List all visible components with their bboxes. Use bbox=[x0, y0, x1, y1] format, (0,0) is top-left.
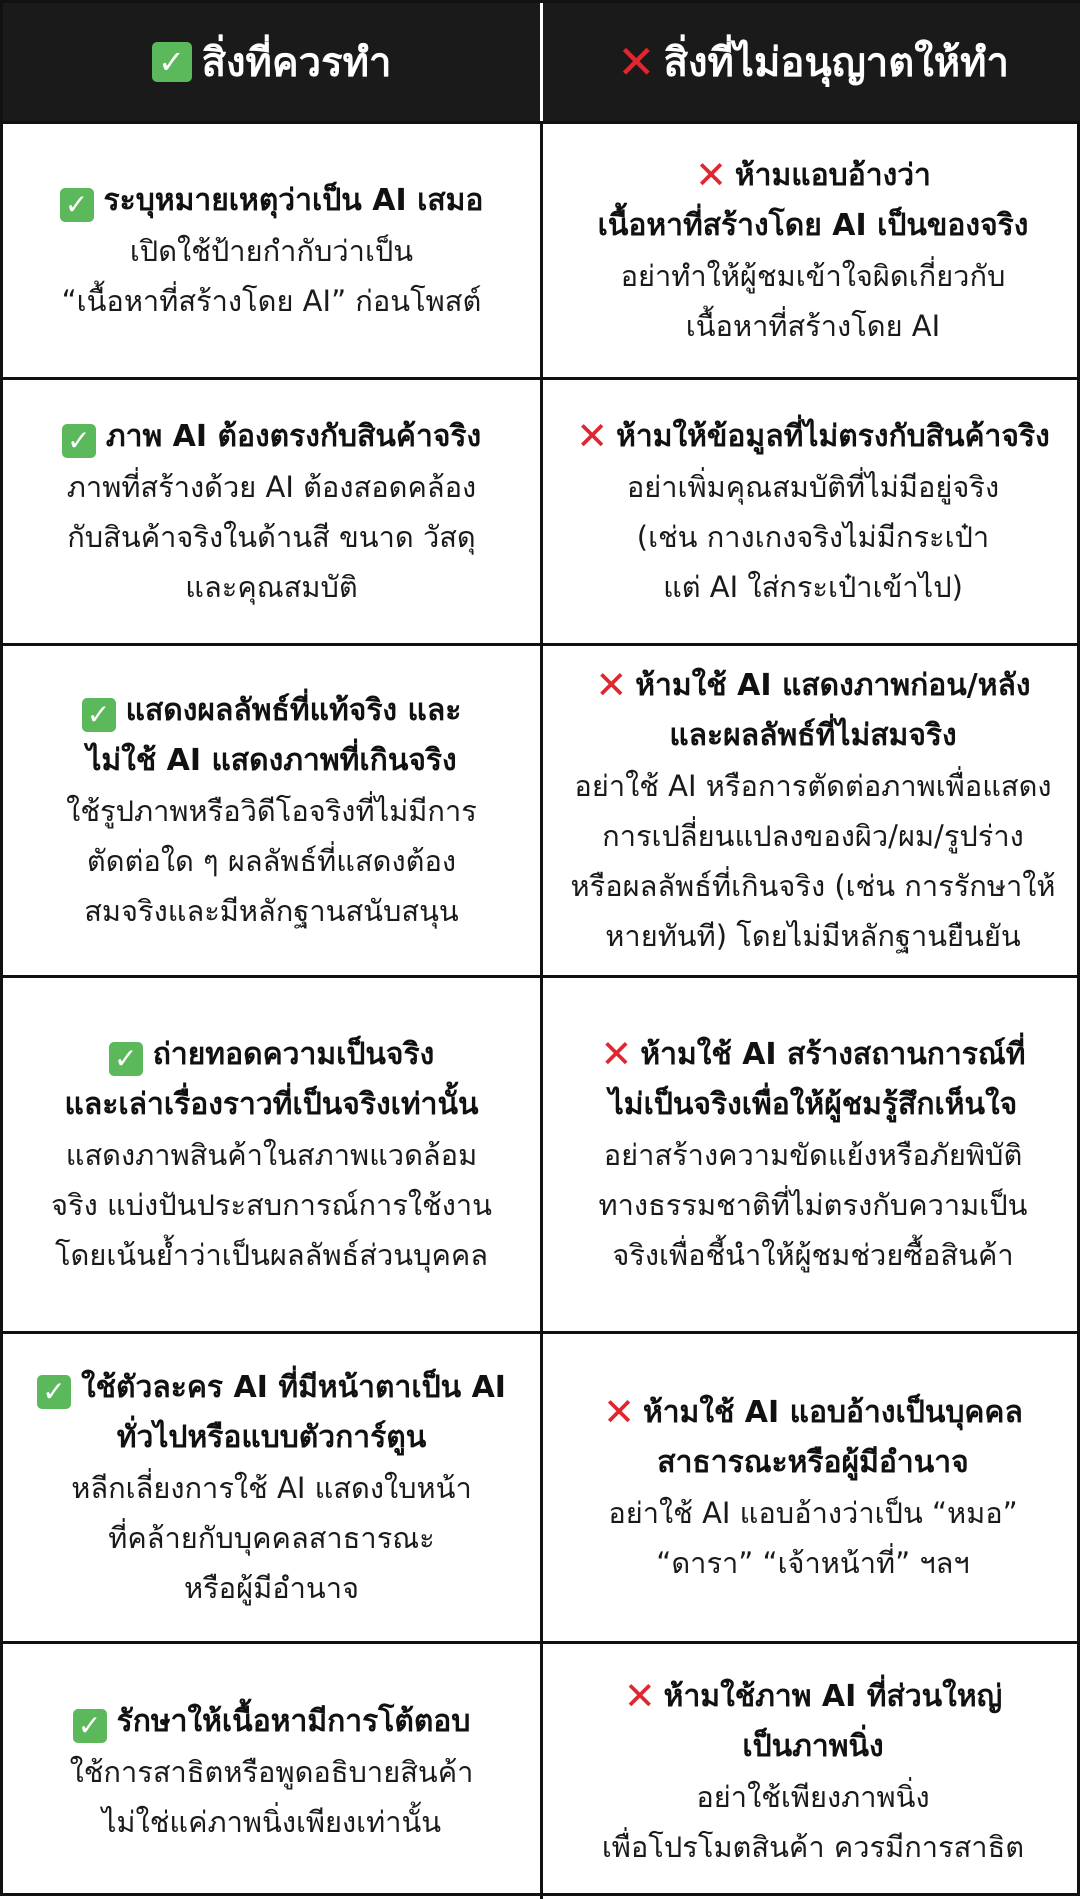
description-line: อย่าทำให้ผู้ชมเข้าใจผิดเกี่ยวกับ bbox=[620, 258, 1006, 293]
title-text: และผลลัพธ์ที่ไม่สมจริง bbox=[669, 717, 957, 753]
description-line: สมจริงและมีหลักฐานสนับสนุน bbox=[84, 893, 459, 928]
title-line bbox=[601, 1030, 1026, 1080]
cross-icon: ✕ bbox=[623, 1673, 656, 1718]
do-cell bbox=[3, 377, 543, 643]
do-title bbox=[62, 412, 481, 462]
title-line bbox=[576, 412, 1050, 462]
title-text: ห้ามใช้ภาพ AI ที่ส่วนใหญ่ bbox=[663, 1678, 1003, 1714]
dont-cell bbox=[543, 121, 1080, 377]
cross-icon: ✕ bbox=[603, 1389, 635, 1434]
do-description bbox=[70, 1747, 474, 1847]
description-line: เนื้อหาที่สร้างโดย AI bbox=[685, 308, 941, 343]
description-line: อย่าใช้ AI หรือการตัดต่อภาพเพื่อแสดง bbox=[574, 768, 1052, 803]
title-text: สาธารณะหรือผู้มีอำนาจ bbox=[657, 1444, 969, 1480]
dont-cell bbox=[543, 975, 1080, 1331]
title-text: เนื้อหาที่สร้างโดย AI เป็นของจริง bbox=[597, 207, 1029, 243]
description-line: หายทันที) โดยไม่มีหลักฐานยืนยัน bbox=[605, 918, 1021, 953]
dont-description bbox=[571, 761, 1056, 961]
do-column-header bbox=[3, 3, 543, 121]
title-line bbox=[73, 1697, 471, 1747]
check-icon: ✓ bbox=[73, 1709, 107, 1743]
description-line: การเปลี่ยนแปลงของผิว/ผม/รูปร่าง bbox=[602, 818, 1024, 853]
check-icon: ✓ bbox=[109, 1042, 143, 1076]
title-line bbox=[595, 711, 1030, 761]
dont-description bbox=[599, 1130, 1028, 1280]
do-description bbox=[66, 786, 477, 936]
description-line: จริง แบ่งปันประสบการณ์การใช้งาน bbox=[51, 1187, 492, 1222]
description-line: หลีกเลี่ยงการใช้ AI แสดงใบหน้า bbox=[71, 1470, 472, 1505]
description-line: อย่าใช้ AI แอบอ้างว่าเป็น “หมอ” bbox=[608, 1495, 1018, 1530]
check-icon: ✓ bbox=[82, 698, 116, 732]
title-line bbox=[598, 151, 1029, 201]
title-text: ภาพ AI ต้องตรงกับสินค้าจริง bbox=[105, 418, 482, 454]
do-cell bbox=[3, 1331, 543, 1641]
dont-description bbox=[627, 462, 999, 612]
title-text: แสดงผลลัพธ์ที่แท้จริง และ bbox=[125, 692, 462, 728]
description-line: ไม่ใช่แค่ภาพนิ่งเพียงเท่านั้น bbox=[101, 1804, 442, 1839]
dont-description bbox=[602, 1772, 1024, 1872]
do-description bbox=[67, 462, 476, 612]
description-line: เปิดใช้ป้ายกำกับว่าเป็น bbox=[129, 233, 414, 268]
description-line: ที่คล้ายกับบุคคลสาธารณะ bbox=[108, 1520, 435, 1555]
do-title bbox=[37, 1363, 506, 1463]
description-line: “ดารา” “เจ้าหน้าที่” ฯลฯ bbox=[656, 1545, 970, 1580]
title-line bbox=[598, 201, 1029, 251]
title-text: ใช้ตัวละคร AI ที่มีหน้าตาเป็น AI bbox=[81, 1369, 506, 1405]
do-header-title: สิ่งที่ควรทำ bbox=[201, 40, 392, 86]
title-line bbox=[65, 1030, 479, 1080]
dont-header-title: สิ่งที่ไม่อนุญาตให้ทำ bbox=[663, 40, 1009, 86]
title-line bbox=[595, 661, 1030, 711]
title-text: ห้ามแอบอ้างว่า bbox=[734, 157, 931, 193]
check-icon: ✓ bbox=[60, 188, 94, 222]
dont-title bbox=[601, 1030, 1026, 1130]
title-line bbox=[60, 176, 484, 226]
title-line bbox=[82, 686, 462, 736]
cross-icon: ✕ bbox=[595, 662, 628, 707]
title-line bbox=[603, 1388, 1023, 1438]
title-line bbox=[601, 1080, 1026, 1130]
dont-description bbox=[621, 251, 1006, 351]
description-line: หรือผู้มีอำนาจ bbox=[183, 1570, 360, 1605]
dont-cell bbox=[543, 377, 1080, 643]
title-line bbox=[624, 1722, 1002, 1772]
cross-icon: ✕ bbox=[695, 152, 727, 197]
do-description bbox=[62, 226, 482, 326]
title-text: รักษาให้เนื้อหามีการโต้ตอบ bbox=[116, 1703, 471, 1739]
description-line: แต่ AI ใส่กระเป๋าเข้าไป) bbox=[663, 569, 963, 604]
title-line bbox=[65, 1080, 479, 1130]
dont-column-header bbox=[543, 3, 1080, 121]
dont-description bbox=[608, 1488, 1017, 1588]
description-line: จริงเพื่อชี้นำให้ผู้ชมช่วยซื้อสินค้า bbox=[612, 1237, 1014, 1272]
do-title bbox=[73, 1697, 471, 1747]
description-line: ตัดต่อใด ๆ ผลลัพธ์ที่แสดงต้อง bbox=[86, 843, 457, 878]
title-text: ไม่เป็นจริงเพื่อให้ผู้ชมรู้สึกเห็นใจ bbox=[608, 1086, 1018, 1122]
do-cell bbox=[3, 643, 543, 975]
dont-title bbox=[624, 1672, 1002, 1772]
description-line: ใช้รูปภาพหรือวิดีโอจริงที่ไม่มีการ bbox=[66, 793, 477, 828]
cross-icon: ✕ bbox=[600, 1031, 633, 1076]
dont-cell bbox=[543, 1331, 1080, 1641]
dont-title bbox=[595, 661, 1030, 761]
dont-title bbox=[576, 412, 1050, 462]
title-line bbox=[603, 1438, 1023, 1488]
description-line: แสดงภาพสินค้าในสภาพแวดล้อม bbox=[65, 1137, 478, 1172]
description-line: อย่าสร้างความขัดแย้งหรือภัยพิบัติ bbox=[603, 1137, 1023, 1172]
title-text: ห้ามใช้ AI แอบอ้างเป็นบุคคล bbox=[642, 1394, 1023, 1430]
title-text: ระบุหมายเหตุว่าเป็น AI เสมอ bbox=[103, 182, 484, 218]
description-line: กับสินค้าจริงในด้านสี ขนาด วัสดุ bbox=[67, 519, 476, 554]
description-line: อย่าใช้เพียงภาพนิ่ง bbox=[696, 1779, 930, 1814]
title-text: ห้ามใช้ AI สร้างสถานการณ์ที่ bbox=[640, 1036, 1026, 1072]
description-line: ภาพที่สร้างด้วย AI ต้องสอดคล้อง bbox=[66, 469, 477, 504]
title-text: และเล่าเรื่องราวที่เป็นจริงเท่านั้น bbox=[64, 1086, 479, 1122]
do-description bbox=[51, 1130, 492, 1280]
title-line bbox=[37, 1363, 506, 1413]
check-icon: ✓ bbox=[152, 42, 192, 82]
description-line: ทางธรรมชาติที่ไม่ตรงกับความเป็น bbox=[598, 1187, 1028, 1222]
do-cell bbox=[3, 1641, 543, 1899]
check-icon: ✓ bbox=[62, 424, 96, 458]
title-line bbox=[37, 1413, 506, 1463]
cross-icon: ✕ bbox=[576, 413, 609, 458]
description-line: และคุณสมบัติ bbox=[185, 569, 358, 604]
description-line: (เช่น กางเกงจริงไม่มีกระเป๋า bbox=[636, 519, 990, 554]
do-cell bbox=[3, 121, 543, 377]
title-text: ไม่ใช้ AI แสดงภาพที่เกินจริง bbox=[86, 742, 457, 778]
do-title bbox=[82, 686, 462, 786]
title-text: ถ่ายทอดความเป็นจริง bbox=[152, 1036, 435, 1072]
title-line bbox=[62, 412, 481, 462]
do-cell bbox=[3, 975, 543, 1331]
title-text: ทั่วไปหรือแบบตัวการ์ตูน bbox=[116, 1419, 427, 1455]
description-line: อย่าเพิ่มคุณสมบัติที่ไม่มีอยู่จริง bbox=[626, 469, 1000, 504]
description-line: โดยเน้นย้ำว่าเป็นผลลัพธ์ส่วนบุคคล bbox=[54, 1237, 489, 1272]
dont-cell bbox=[543, 643, 1080, 975]
description-line: ใช้การสาธิตหรือพูดอธิบายสินค้า bbox=[69, 1754, 474, 1789]
dont-title bbox=[603, 1388, 1023, 1488]
description-line: “เนื้อหาที่สร้างโดย AI” ก่อนโพสต์ bbox=[61, 283, 482, 318]
dont-cell bbox=[543, 1641, 1080, 1899]
title-text: เป็นภาพนิ่ง bbox=[742, 1728, 884, 1764]
cross-icon: ✕ bbox=[617, 35, 656, 89]
title-line bbox=[624, 1672, 1002, 1722]
do-description bbox=[71, 1463, 472, 1613]
check-icon: ✓ bbox=[37, 1375, 71, 1409]
description-line: หรือผลลัพธ์ที่เกินจริง (เช่น การรักษาให้ bbox=[570, 868, 1056, 903]
title-text: ห้ามใช้ AI แสดงภาพก่อน/หลัง bbox=[635, 667, 1031, 703]
do-title bbox=[65, 1030, 479, 1130]
description-line: เพื่อโปรโมตสินค้า ควรมีการสาธิต bbox=[601, 1829, 1025, 1864]
title-text: ห้ามให้ข้อมูลที่ไม่ตรงกับสินค้าจริง bbox=[616, 418, 1050, 454]
dont-title bbox=[598, 151, 1029, 251]
title-line bbox=[82, 736, 462, 786]
do-title bbox=[60, 176, 484, 226]
